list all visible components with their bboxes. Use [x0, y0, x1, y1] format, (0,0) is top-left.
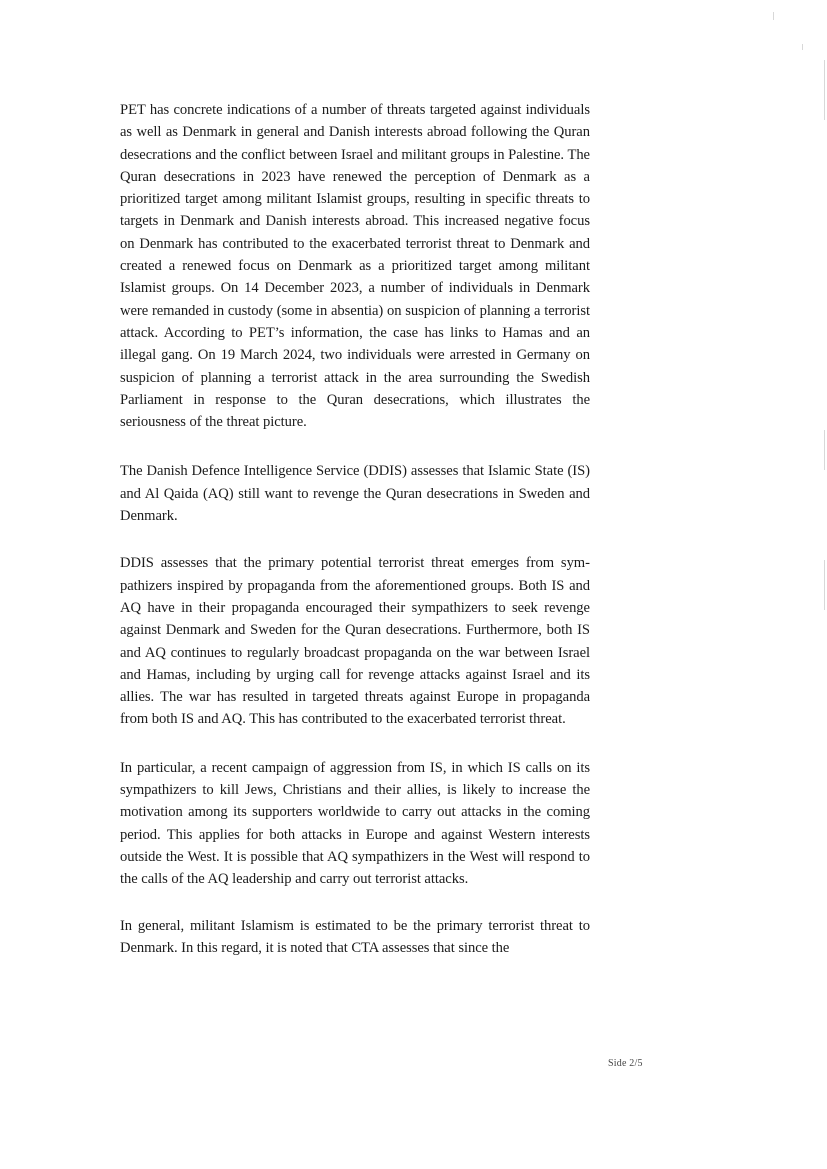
scan-mark	[824, 560, 825, 610]
scan-mark	[824, 430, 825, 470]
paragraph-threat-indications: PET has concrete indications of a number of threats targeted against individuals as well as Denmark in general and Danish interests abroad following the Quran desecrations and the conflict between Israel and militant groups in Palestine. The Quran desecrations in 2023 have renewed the perception of Denmark as a prioritized target among militant Islamist groups, resulting in specific threats to targets in Denmark and Danish interests abroad. This increased negative focus on Denmark has contributed to the exacerbated terrorist threat to Denmark and created a renewed focus on Denmark as a prioritized target among militant Islamist groups. On 14 December 2023, a number of individuals in Denmark were remanded in custody (some in absentia) on suspicion of planning a terrorist attack. According to PET’s information, the case has links to Hamas and an illegal gang. On 19 March 2024, two individuals were arrested in Germany on suspicion of planning a terrorist attack in the area surrounding the Swedish Parliament in response to the Quran desecrations, which illustrates the seriousness of the threat picture.	[120, 102, 590, 431]
page-number: Side 2/5	[608, 1058, 643, 1069]
body-text	[120, 99, 590, 959]
paragraph-is-campaign: In particular, a recent campaign of aggression from IS, in which IS calls on its sympathizers to kill Jews, Christians and their allies, is likely to increase the motivation among its supporters worldwide to carry out attacks in the coming period. This applies for both attacks in Europe and against Western interests outside the West. It is possible that AQ sympathizers in the West will respond to the calls of the AQ leadership and carry out terrorist attacks.	[120, 759, 590, 888]
paragraph-propaganda: DDIS assesses that the primary potential terrorist threat emerges from sympathizers inspired by propaganda from the aforementioned groups. Both IS and AQ have in their propaganda encouraged their sympathizers to seek revenge against Denmark and Sweden for the Quran desecrations. Furthermore, both IS and AQ continues to regularly broadcast propaganda on the war between Israel and Hamas, including by urging call for revenge attacks against Israel and its allies. The war has resulted in targeted threats against Europe in propaganda from both IS and AQ. This has contributed to the exacerbated terrorist threat.	[120, 555, 590, 728]
paragraph-militant-islamism: In general, militant Islamism is estimated to be the primary terrorist threat to Denmark. In this regard, it is noted that CTA assesses that since the	[120, 917, 590, 956]
scan-mark	[773, 12, 774, 20]
scan-mark	[824, 60, 825, 120]
paragraph-ddis-assessment: The Danish Defence Intelligence Service (DDIS) assesses that Islamic State (IS) and Al Qaida (AQ) still want to revenge the Quran desecrations in Sweden and Denmark.	[120, 463, 590, 525]
scan-mark	[802, 44, 803, 50]
